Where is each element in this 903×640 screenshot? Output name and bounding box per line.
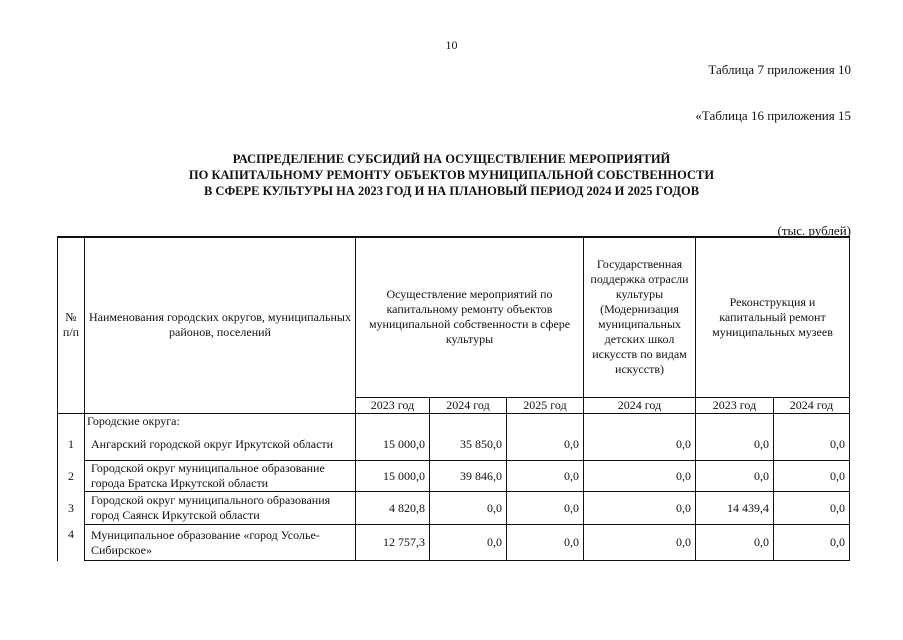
cell-value: 0,0 [696,525,774,561]
cell-value: 15 000,0 [356,429,430,461]
title-line-2: ПО КАПИТАЛЬНОМУ РЕМОНТУ ОБЪЕКТОВ МУНИЦИПАЛЬНОЙ СОБСТВЕННОСТИ [188,168,715,182]
title-line-3: В СФЕРЕ КУЛЬТУРЫ НА 2023 ГОД И НА ПЛАНОВЫЙ ПЕРИОД 2024 И 2025 ГОДОВ [203,184,700,198]
year-header: 2024 год [430,397,507,413]
group-label: Городские округа: [85,413,356,429]
cell-value: 0,0 [584,492,696,525]
quoted-table-reference: «Таблица 16 приложения 15 [695,108,851,123]
year-header: 2024 год [774,397,850,413]
row-number: 3 [58,492,85,525]
cell-value: 12 757,3 [356,525,430,561]
cell-value: 0,0 [507,492,584,525]
cell-value: 35 850,0 [430,429,507,461]
header-name: Наименования городских округов, муниципальных районов, поселений [85,237,356,413]
units-label: (тыс. рублей) [777,223,851,238]
row-number: 4 [58,525,85,561]
cell-value: 0,0 [430,525,507,561]
cell-value: 0,0 [507,429,584,461]
cell-value: 4 820,8 [356,492,430,525]
cell-value: 0,0 [774,461,850,492]
header-capital-repair: Осуществление мероприятий по капитальному ремонту объектов муниципальной собственности в сфере культуры [356,237,584,397]
cell-value: 0,0 [774,492,850,525]
subsidy-table [57,236,850,561]
header-num: № п/п [58,237,85,413]
cell-value: 0,0 [507,461,584,492]
table-row [58,492,850,525]
row-name: Городской округ муниципальное образование города Братска Иркутской области [85,461,356,492]
table-row [58,429,850,461]
year-header: 2023 год [356,397,430,413]
row-name: Ангарский городской округ Иркутской области [85,429,356,461]
row-number: 2 [58,461,85,492]
cell-value: 0,0 [774,525,850,561]
year-header: 2025 год [507,397,584,413]
document-title [0,151,903,199]
cell-value: 0,0 [584,461,696,492]
cell-value: 0,0 [696,429,774,461]
row-name: Городской округ муниципального образования город Саянск Иркутской области [85,492,356,525]
cell-value: 0,0 [430,492,507,525]
cell-value: 0,0 [584,429,696,461]
cell-value: 39 846,0 [430,461,507,492]
year-header: 2023 год [696,397,774,413]
page-number: 10 [445,38,458,52]
table-row [58,461,850,492]
cell-value: 14 439,4 [696,492,774,525]
header-state-support: Государственная поддержка отрасли культуры (Модернизация муниципальных детских школ искусств по видам искусств) [584,237,696,397]
table-row [58,525,850,561]
row-name: Муниципальное образование «город Усолье-Сибирское» [85,525,356,561]
title-line-1: РАСПРЕДЕЛЕНИЕ СУБСИДИЙ НА ОСУЩЕСТВЛЕНИЕ МЕРОПРИЯТИЙ [232,152,671,166]
header-museums: Реконструкция и капитальный ремонт муниципальных музеев [696,237,850,397]
cell-value: 15 000,0 [356,461,430,492]
cell-value: 0,0 [507,525,584,561]
table-reference: Таблица 7 приложения 10 [708,62,851,77]
cell-value: 0,0 [774,429,850,461]
row-number: 1 [58,429,85,461]
cell-value: 0,0 [584,525,696,561]
year-header: 2024 год [584,397,696,413]
cell-value: 0,0 [696,461,774,492]
